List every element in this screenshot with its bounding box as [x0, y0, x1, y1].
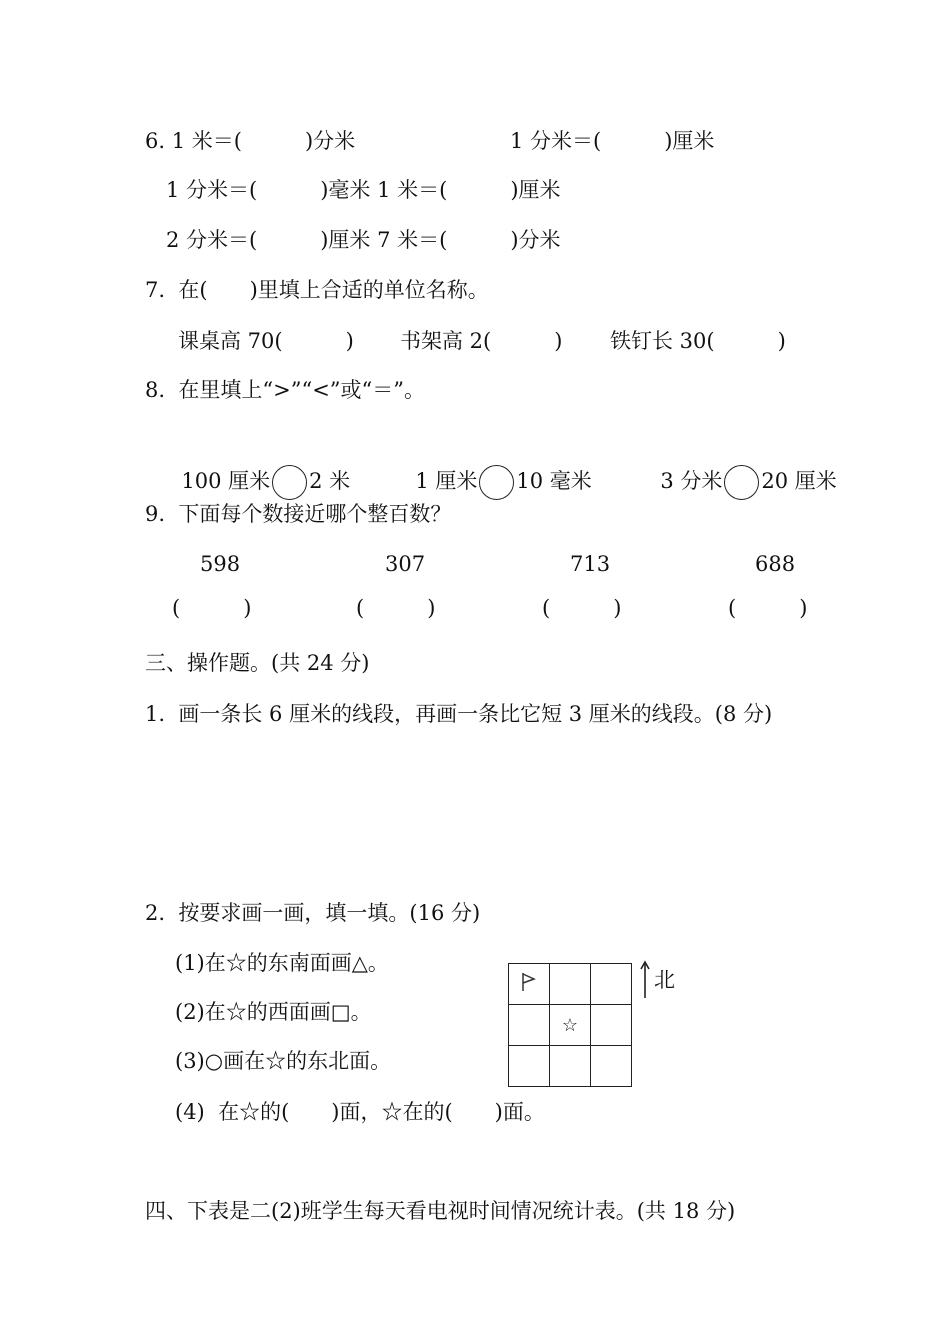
- q7-item: 书架高 2( ): [400, 329, 563, 353]
- north-label: 北: [654, 968, 675, 992]
- q8-right-term: 10 毫米: [516, 469, 592, 493]
- q2-item: (2)在☆的西面画□。: [175, 1000, 372, 1024]
- q9-answer-blank[interactable]: ( ): [542, 596, 622, 620]
- flag-icon: [519, 971, 539, 993]
- q8-left-term: 100 厘米: [181, 469, 271, 493]
- q7-item: 铁钉长 30( ): [610, 329, 786, 353]
- q6-line2: 1 分米＝( )毫米 1 米＝( )厘米: [166, 178, 561, 202]
- q8-comparison: [168, 437, 350, 500]
- q2-item: (1)在☆的东南面画△。: [175, 951, 389, 975]
- q8-left-term: 1 厘米: [415, 469, 478, 493]
- q7-title: 7. 在( )里填上合适的单位名称。: [145, 278, 489, 302]
- compare-circle[interactable]: [724, 465, 759, 500]
- q2-item: (4) 在☆的( )面，☆在的( )面。: [175, 1100, 545, 1124]
- q6-line1-left: 6. 1 米＝( )分米: [145, 129, 356, 153]
- q8-right-term: 20 厘米: [761, 469, 837, 493]
- q9-title: 9. 下面每个数接近哪个整百数？: [145, 502, 452, 526]
- grid-cell[interactable]: [591, 1005, 632, 1046]
- compare-circle[interactable]: [479, 465, 514, 500]
- direction-grid: [508, 963, 632, 1087]
- q6-line1-right: 1 分米＝( )厘米: [510, 129, 715, 153]
- compare-circle[interactable]: [272, 465, 307, 500]
- north-arrow-icon: [638, 960, 652, 1000]
- q9-number: 307: [385, 552, 426, 576]
- q7-item: 课桌高 70( ): [178, 329, 354, 353]
- grid-cell[interactable]: [591, 964, 632, 1005]
- grid-cell[interactable]: [591, 1046, 632, 1087]
- section3-q2-title: 2. 按要求画一画，填一填。(16 分): [145, 901, 481, 925]
- grid-cell[interactable]: [509, 1005, 550, 1046]
- grid-cell[interactable]: [509, 964, 550, 1005]
- q9-number: 688: [755, 552, 796, 576]
- star-icon: ☆: [561, 1014, 579, 1036]
- section4-title: 四、下表是二(2)班学生每天看电视时间情况统计表。(共 18 分): [145, 1199, 736, 1223]
- grid-cell[interactable]: [550, 1005, 591, 1046]
- grid-cell[interactable]: [550, 1046, 591, 1087]
- q8-comparison: [647, 437, 837, 500]
- grid-cell[interactable]: [509, 1046, 550, 1087]
- section3-title: 三、操作题。(共 24 分): [145, 651, 370, 675]
- q9-number: 598: [200, 552, 241, 576]
- section3-q1: 1. 画一条长 6 厘米的线段，再画一条比它短 3 厘米的线段。(8 分): [145, 702, 773, 726]
- q8-left-term: 3 分米: [660, 469, 723, 493]
- q9-answer-blank[interactable]: ( ): [172, 596, 252, 620]
- grid-cell[interactable]: [550, 964, 591, 1005]
- q8-comparison: [402, 437, 592, 500]
- q9-answer-blank[interactable]: ( ): [728, 596, 808, 620]
- q2-item: (3)○画在☆的东北面。: [175, 1049, 392, 1073]
- q6-line3: 2 分米＝( )厘米 7 米＝( )分米: [166, 228, 561, 252]
- q8-title: 8. 在里填上“>”“<”或“＝”。: [145, 378, 425, 402]
- q9-answer-blank[interactable]: ( ): [356, 596, 436, 620]
- q9-number: 713: [570, 552, 611, 576]
- q8-right-term: 2 米: [309, 469, 351, 493]
